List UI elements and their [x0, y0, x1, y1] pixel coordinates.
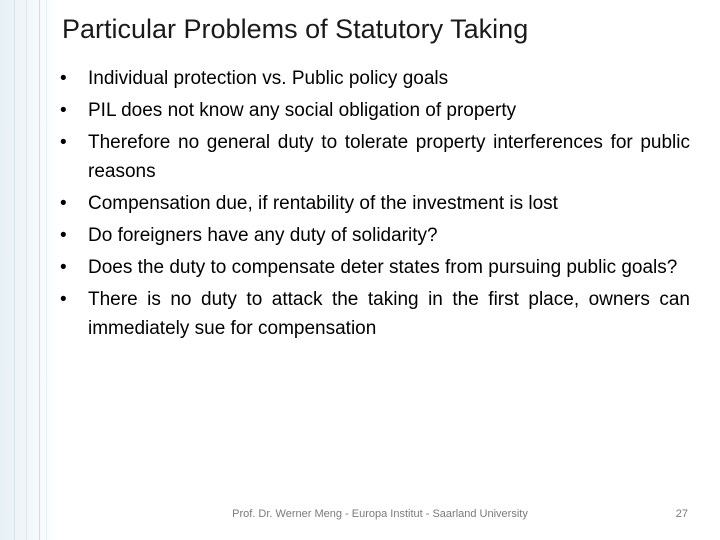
bullet-icon: •	[60, 68, 67, 89]
bullet-text: Individual protection vs. Public policy goals	[88, 68, 449, 89]
decorative-line	[39, 0, 40, 540]
decorative-line	[46, 0, 47, 540]
bullet-item	[60, 128, 690, 186]
bullet-text: Therefore no general duty to tolerate property interferences for public reasons	[88, 132, 690, 182]
bullet-icon: •	[60, 100, 67, 121]
decorative-left-band	[0, 0, 58, 540]
bullet-item	[60, 189, 690, 218]
bullet-item	[60, 285, 690, 343]
page-number: 27	[675, 508, 688, 520]
bullet-icon: •	[60, 289, 67, 310]
bullet-text: There is no duty to attack the taking in the first place, owners can immediately sue for compensation	[88, 289, 690, 339]
decorative-line	[26, 0, 27, 540]
bullet-item	[60, 96, 690, 125]
bullet-item	[60, 253, 690, 282]
bullet-item	[60, 221, 690, 250]
bullet-text: PIL does not know any social obligation of property	[88, 100, 517, 121]
bullet-icon: •	[60, 193, 67, 214]
bullet-text: Compensation due, if rentability of the investment is lost	[88, 193, 558, 214]
slide-footer: Prof. Dr. Werner Meng - Europa Institut - Saarland University	[232, 508, 528, 520]
bullet-icon: •	[60, 257, 67, 278]
bullet-item	[60, 64, 690, 93]
bullet-icon: •	[60, 225, 67, 246]
slide-title: Particular Problems of Statutory Taking	[62, 14, 529, 44]
bullet-list	[60, 64, 690, 346]
bullet-text: Does the duty to compensate deter states from pursuing public goals?	[88, 257, 678, 278]
decorative-line	[14, 0, 15, 540]
bullet-icon: •	[60, 132, 67, 153]
bullet-text: Do foreigners have any duty of solidarity?	[88, 225, 438, 246]
